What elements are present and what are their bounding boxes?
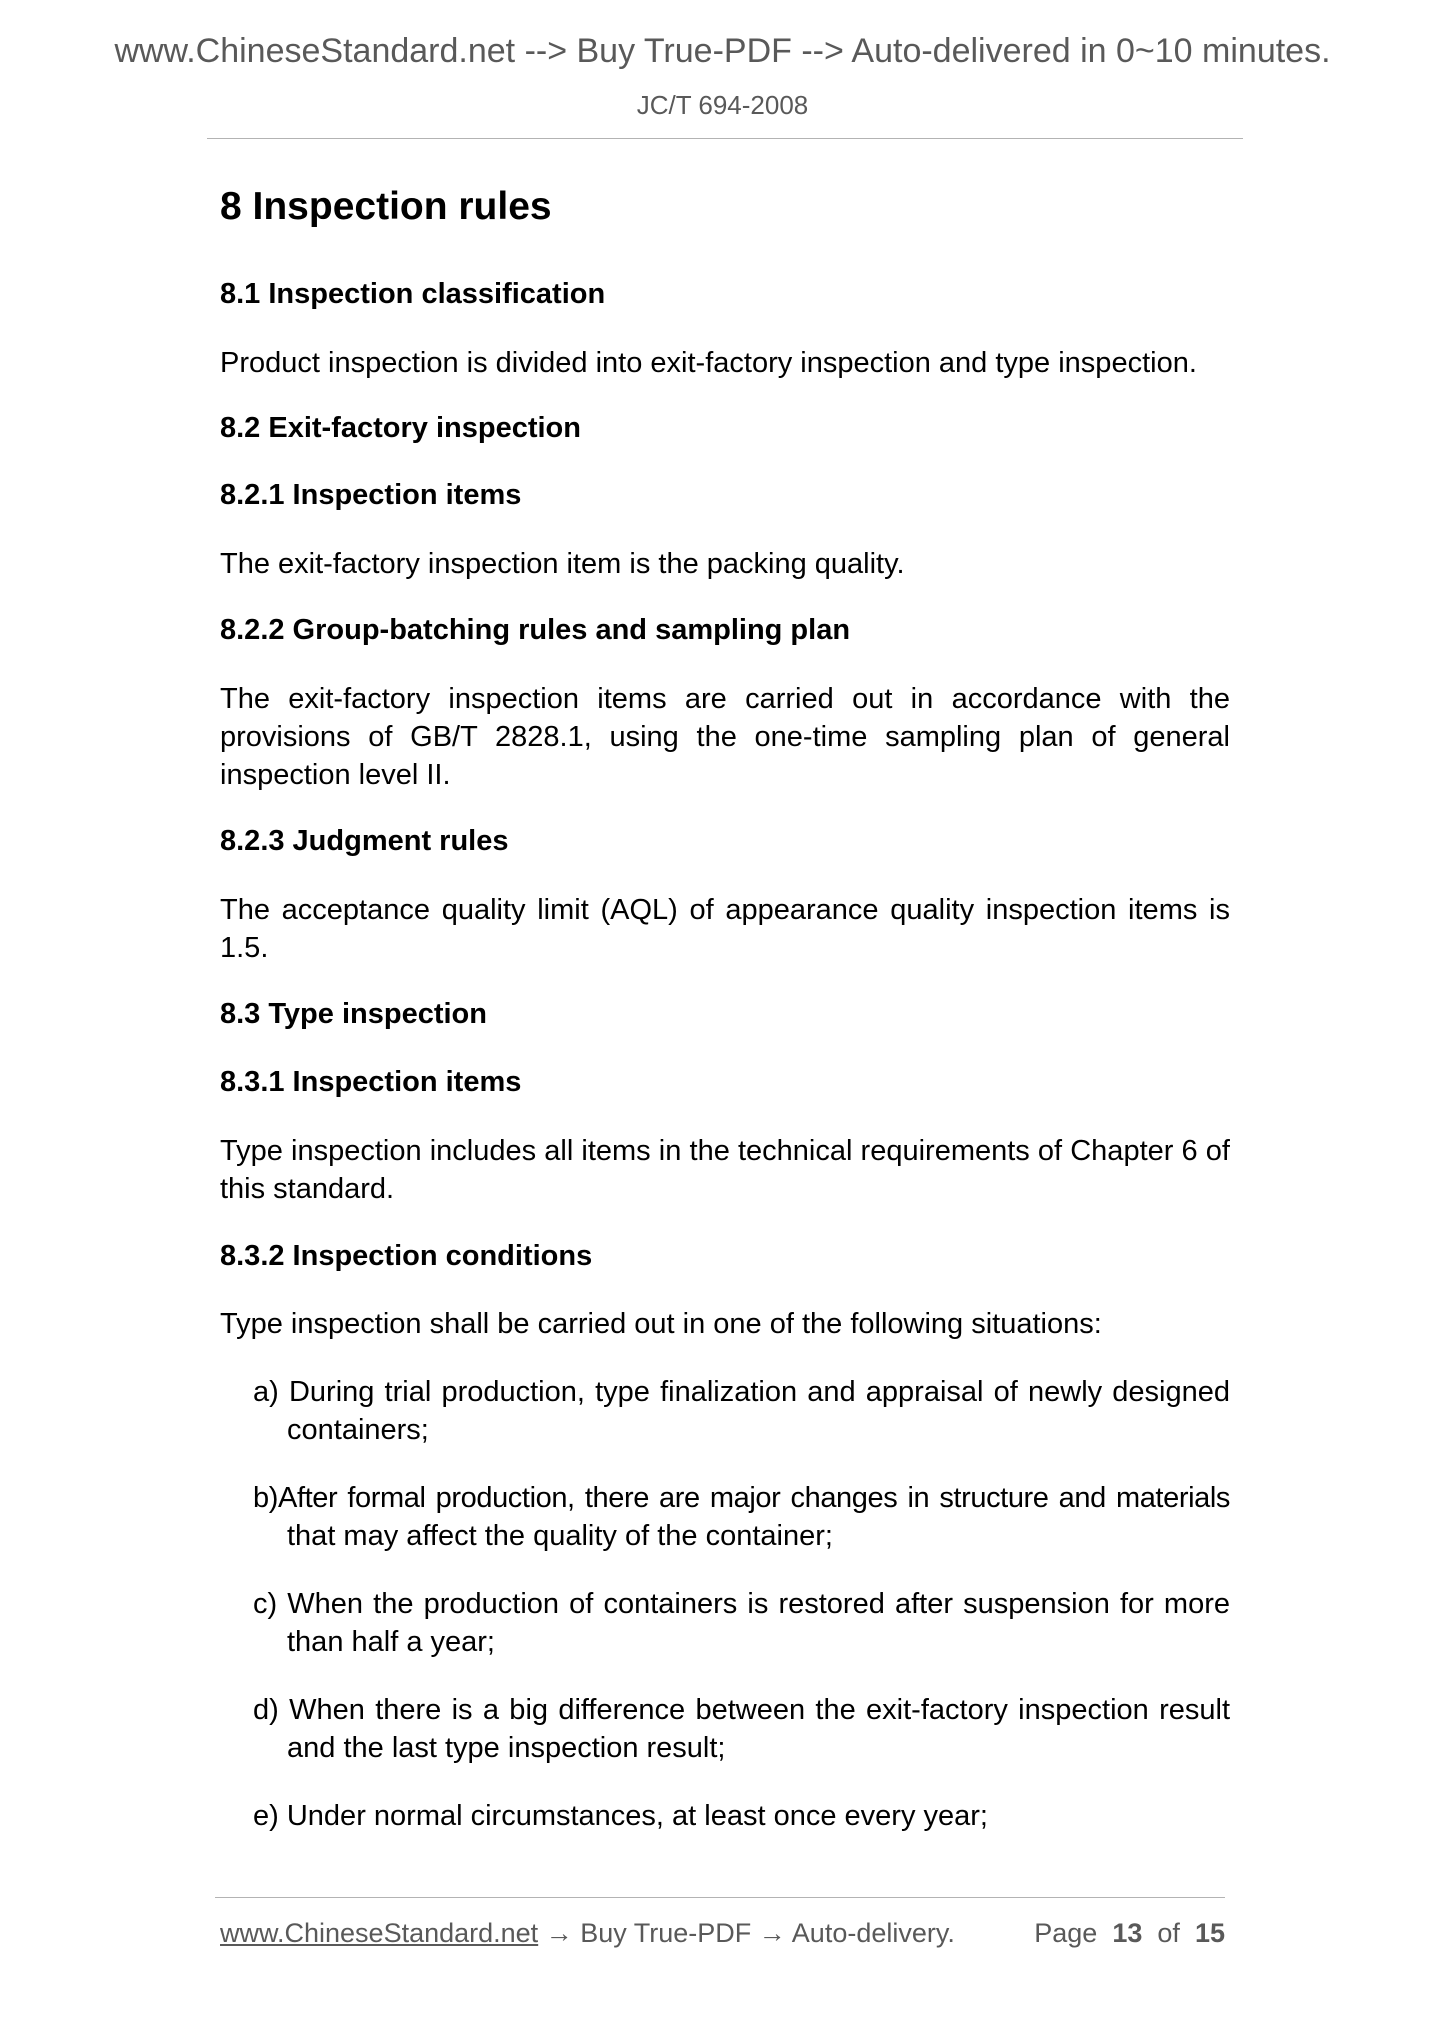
section-text-8-2-2: The exit-factory inspection items are carried out in accordance with the provisions of GB/T 2828.1, using the one-time sampling plan of general inspection level II. xyxy=(220,683,1230,791)
arrow-icon: → xyxy=(758,1918,786,1948)
list-item xyxy=(253,1585,1230,1661)
list-item xyxy=(253,1373,1230,1449)
footer-delivery-text: Auto-delivery. xyxy=(791,1918,955,1948)
list-line-2: than half a year; xyxy=(287,1626,495,1658)
document-code: JC/T 694-2008 xyxy=(636,90,809,120)
list-marker: e) xyxy=(253,1800,279,1832)
list-marker: a) xyxy=(253,1376,279,1408)
footer-site-link[interactable]: www.ChineseStandard.net xyxy=(220,1918,539,1948)
list-line-1: When there is a big difference between the exit-factory inspection result xyxy=(289,1694,1230,1726)
section-text-8-3-1: Type inspection includes all items in the technical requirements of Chapter 6 of this standard. xyxy=(220,1135,1230,1205)
section-heading-8-2: 8.2 Exit-factory inspection xyxy=(220,412,581,444)
header-banner: www.ChineseStandard.net --> Buy True-PDF --> Auto-delivered in 0~10 minutes. xyxy=(114,32,1331,70)
section-text-8-2-1: The exit-factory inspection item is the packing quality. xyxy=(220,548,905,580)
list-item xyxy=(253,1691,1230,1767)
list-line-1: When the production of containers is restored after suspension for more xyxy=(287,1588,1230,1620)
section-heading-8-2-2: 8.2.2 Group-batching rules and sampling plan xyxy=(220,614,851,646)
list-item xyxy=(253,1797,1230,1835)
list-marker: b) xyxy=(253,1482,278,1514)
list-line-1: After formal production, there are major changes in structure and materials xyxy=(278,1482,1230,1514)
of-label: of xyxy=(1157,1918,1180,1948)
section-text-8-1: Product inspection is divided into exit-factory inspection and type inspection. xyxy=(220,347,1197,379)
section-heading-8-3-2: 8.3.2 Inspection conditions xyxy=(220,1240,593,1272)
current-page: 13 xyxy=(1112,1918,1143,1948)
header-divider xyxy=(207,138,1243,139)
arrow-icon: → xyxy=(545,1918,573,1948)
list-line-2: containers; xyxy=(287,1414,429,1446)
list-item xyxy=(253,1479,1230,1555)
page-label: Page xyxy=(1034,1918,1098,1948)
list-line-2: and the last type inspection result; xyxy=(287,1732,726,1764)
page-number xyxy=(1034,1918,1225,1949)
section-heading-8-3: 8.3 Type inspection xyxy=(220,998,487,1030)
section-heading-8-1: 8.1 Inspection classification xyxy=(220,278,606,310)
list-marker: c) xyxy=(253,1588,278,1620)
section-text-8-2-3: The acceptance quality limit (AQL) of appearance quality inspection items is 1.5. xyxy=(220,894,1230,964)
list-line-1: During trial production, type finalization and appraisal of newly designed xyxy=(288,1376,1231,1408)
footer-buy-text: Buy True-PDF xyxy=(580,1918,752,1948)
section-heading-8-2-3: 8.2.3 Judgment rules xyxy=(220,825,509,857)
page-footer xyxy=(220,1918,1225,1949)
section-heading-8-3-1: 8.3.1 Inspection items xyxy=(220,1066,522,1098)
section-text-8-3-2: Type inspection shall be carried out in one of the following situations: xyxy=(220,1308,1102,1340)
section-heading-8-2-1: 8.2.1 Inspection items xyxy=(220,479,522,511)
list-marker: d) xyxy=(253,1694,279,1726)
list-line-1: Under normal circumstances, at least once every year; xyxy=(286,1800,988,1832)
list-line-2: that may affect the quality of the container; xyxy=(287,1520,833,1552)
total-pages: 15 xyxy=(1194,1918,1225,1948)
footer-divider xyxy=(215,1897,1225,1898)
chapter-title: 8 Inspection rules xyxy=(220,185,552,228)
